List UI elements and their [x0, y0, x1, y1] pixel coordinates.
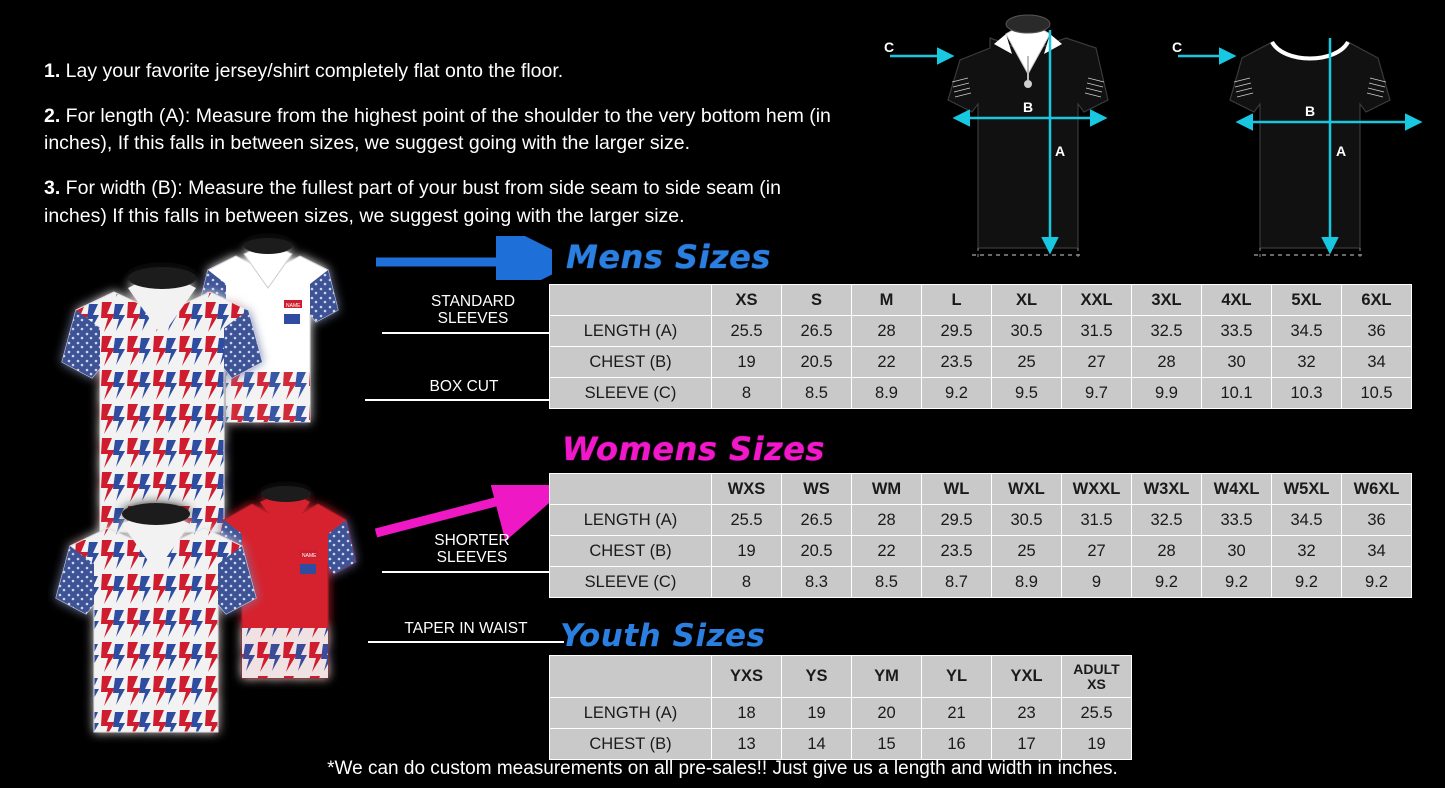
youth-row-1-label: CHEST (B) — [550, 729, 712, 760]
callout-box-cut — [365, 378, 563, 401]
mens-arrow-icon — [372, 236, 552, 280]
mens-row-2-col-3: 9.2 — [922, 378, 992, 409]
womens-row-2-col-7: 9.2 — [1202, 567, 1272, 598]
callout-taper-rule — [368, 641, 564, 643]
callout-standard-line2: SLEEVES — [437, 310, 509, 328]
mens-row-1-col-9: 34 — [1342, 347, 1412, 378]
table-row — [550, 505, 1412, 536]
diagram-label-c-right: C — [1172, 39, 1183, 55]
mens-header-2: S — [782, 285, 852, 316]
womens-header-10: W6XL — [1342, 474, 1412, 505]
table-row — [550, 698, 1132, 729]
callout-shorter-sleeves — [382, 532, 562, 573]
womens-header-1: WXS — [712, 474, 782, 505]
womens-row-0-col-7: 33.5 — [1202, 505, 1272, 536]
mens-row-1-col-1: 20.5 — [782, 347, 852, 378]
mens-row-2-col-4: 9.5 — [992, 378, 1062, 409]
youth-adult-line1: ADULT — [1073, 660, 1120, 677]
instructions-block — [44, 58, 834, 247]
diagram-label-b-left: B — [1023, 99, 1034, 115]
youth-header-4: YL — [922, 656, 992, 698]
callout-shorter-rule — [382, 571, 562, 573]
mens-row-1-col-0: 19 — [712, 347, 782, 378]
youth-header-3: YM — [852, 656, 922, 698]
mens-header-1: XS — [712, 285, 782, 316]
polo-shirt-illustration — [884, 15, 1108, 260]
jersey-name-tag-1: NAME — [286, 303, 301, 309]
womens-row-0-col-9: 36 — [1342, 505, 1412, 536]
mens-row-0-col-0: 25.5 — [712, 316, 782, 347]
table-row — [550, 567, 1412, 598]
callout-box-cut-rule — [365, 399, 563, 401]
youth-row-0-col-1: 19 — [782, 698, 852, 729]
womens-row-2-col-8: 9.2 — [1272, 567, 1342, 598]
womens-header-3: WM — [852, 474, 922, 505]
womens-size-table — [549, 473, 1412, 598]
custom-measurements-note: *We can do custom measurements on all pre-sales!! Just give us a length and width in inches. — [327, 758, 1118, 779]
youth-row-1-col-4: 17 — [992, 729, 1062, 760]
youth-header-5: YXL — [992, 656, 1062, 698]
womens-row-2-col-2: 8.5 — [852, 567, 922, 598]
mens-sizes-title: Mens Sizes — [566, 238, 771, 276]
mens-row-2-col-7: 10.1 — [1202, 378, 1272, 409]
mens-row-2-col-5: 9.7 — [1062, 378, 1132, 409]
womens-row-0-col-3: 29.5 — [922, 505, 992, 536]
womens-header-7: W3XL — [1132, 474, 1202, 505]
jersey-name-tag-2: NAME — [302, 553, 317, 559]
callout-shorter-line1: SHORTER — [434, 532, 510, 549]
mens-header-0 — [550, 285, 712, 316]
mens-row-2-col-6: 9.9 — [1132, 378, 1202, 409]
womens-header-2: WS — [782, 474, 852, 505]
callout-standard-sleeves — [382, 293, 564, 334]
jersey-photo-cluster — [48, 232, 388, 760]
diagram-label-c-left: C — [884, 39, 895, 55]
callout-shorter-line2: SLEEVES — [436, 549, 508, 567]
mens-header-7: 3XL — [1132, 285, 1202, 316]
mens-row-1-col-3: 23.5 — [922, 347, 992, 378]
table-header-row — [550, 656, 1132, 698]
womens-sizes-title: Womens Sizes — [562, 430, 825, 468]
mens-row-0-col-5: 31.5 — [1062, 316, 1132, 347]
callout-standard-line1: STANDARD — [430, 293, 516, 310]
womens-row-2-col-6: 9.2 — [1132, 567, 1202, 598]
mens-row-2-col-2: 8.9 — [852, 378, 922, 409]
womens-row-2-col-0: 8 — [712, 567, 782, 598]
mens-row-1-col-7: 30 — [1202, 347, 1272, 378]
callout-taper-label: TAPER IN WAIST — [404, 620, 528, 637]
youth-row-0-col-2: 20 — [852, 698, 922, 729]
tee-shirt-illustration — [1172, 38, 1420, 260]
instruction-2 — [44, 103, 834, 158]
table-row — [550, 378, 1412, 409]
womens-row-1-col-5: 27 — [1062, 536, 1132, 567]
mens-row-0-col-9: 36 — [1342, 316, 1412, 347]
womens-header-8: W4XL — [1202, 474, 1272, 505]
womens-row-1-col-8: 32 — [1272, 536, 1342, 567]
table-header-row — [550, 285, 1412, 316]
mens-row-0-col-2: 28 — [852, 316, 922, 347]
womens-row-0-col-2: 28 — [852, 505, 922, 536]
mens-row-0-col-8: 34.5 — [1272, 316, 1342, 347]
youth-header-0 — [550, 656, 712, 698]
youth-row-0-col-3: 21 — [922, 698, 992, 729]
mens-row-2-col-8: 10.3 — [1272, 378, 1342, 409]
mens-header-5: XL — [992, 285, 1062, 316]
womens-row-0-col-8: 34.5 — [1272, 505, 1342, 536]
womens-header-6: WXXL — [1062, 474, 1132, 505]
mens-size-table — [549, 284, 1412, 409]
youth-row-0-label: LENGTH (A) — [550, 698, 712, 729]
womens-row-1-col-9: 34 — [1342, 536, 1412, 567]
mens-row-0-label: LENGTH (A) — [550, 316, 712, 347]
youth-size-table — [549, 655, 1132, 760]
womens-row-2-col-3: 8.7 — [922, 567, 992, 598]
instruction-2-number: 2. — [44, 104, 61, 127]
mens-row-1-col-6: 28 — [1132, 347, 1202, 378]
womens-row-1-col-3: 23.5 — [922, 536, 992, 567]
measurement-diagram-svg — [860, 8, 1430, 270]
instruction-1 — [44, 58, 834, 86]
womens-row-2-label: SLEEVE (C) — [550, 567, 712, 598]
mens-row-1-col-4: 25 — [992, 347, 1062, 378]
mens-header-4: L — [922, 285, 992, 316]
womens-header-9: W5XL — [1272, 474, 1342, 505]
mens-row-0-col-7: 33.5 — [1202, 316, 1272, 347]
mens-header-10: 6XL — [1342, 285, 1412, 316]
mens-header-3: M — [852, 285, 922, 316]
instruction-3-text: For width (B): Measure the fullest part of your bust from side seam to side seam (in inches) If this falls in between sizes, we suggest going with the larger size. — [44, 177, 781, 227]
youth-header-2: YS — [782, 656, 852, 698]
instruction-3-number: 3. — [44, 177, 61, 200]
womens-header-0 — [550, 474, 712, 505]
womens-row-0-col-6: 32.5 — [1132, 505, 1202, 536]
youth-sizes-title: Youth Sizes — [560, 618, 766, 654]
instruction-2-text: For length (A): Measure from the highest point of the shoulder to the very bottom hem (in inches), If this falls in between sizes, we suggest going with the larger size. — [44, 104, 831, 155]
womens-row-0-col-4: 30.5 — [992, 505, 1062, 536]
instruction-3 — [44, 175, 834, 230]
youth-row-0-col-4: 23 — [992, 698, 1062, 729]
diagram-label-a-right: A — [1336, 143, 1347, 159]
womens-row-0-label: LENGTH (A) — [550, 505, 712, 536]
youth-row-1-col-1: 14 — [782, 729, 852, 760]
instruction-1-number: 1. — [44, 60, 61, 82]
mens-row-0-col-4: 30.5 — [992, 316, 1062, 347]
womens-row-1-col-7: 30 — [1202, 536, 1272, 567]
womens-row-1-col-4: 25 — [992, 536, 1062, 567]
table-row — [550, 729, 1132, 760]
youth-header-1: YXS — [712, 656, 782, 698]
womens-row-2-col-9: 9.2 — [1342, 567, 1412, 598]
youth-row-0-col-0: 18 — [712, 698, 782, 729]
mens-row-1-label: CHEST (B) — [550, 347, 712, 378]
youth-row-0-col-5: 25.5 — [1062, 698, 1132, 729]
womens-row-1-col-6: 28 — [1132, 536, 1202, 567]
table-row — [550, 536, 1412, 567]
table-row — [550, 316, 1412, 347]
youth-header-adult-xs — [1062, 656, 1132, 698]
womens-row-1-col-2: 22 — [852, 536, 922, 567]
womens-row-0-col-1: 26.5 — [782, 505, 852, 536]
mens-header-8: 4XL — [1202, 285, 1272, 316]
womens-row-2-col-4: 8.9 — [992, 567, 1062, 598]
callout-taper-in-waist — [368, 620, 564, 643]
womens-row-0-col-5: 31.5 — [1062, 505, 1132, 536]
table-row — [550, 347, 1412, 378]
womens-row-0-col-0: 25.5 — [712, 505, 782, 536]
womens-row-2-col-5: 9 — [1062, 567, 1132, 598]
mens-row-2-label: SLEEVE (C) — [550, 378, 712, 409]
mens-row-2-col-9: 10.5 — [1342, 378, 1412, 409]
youth-adult-line2: XS — [1087, 675, 1106, 692]
mens-row-0-col-3: 29.5 — [922, 316, 992, 347]
table-header-row — [550, 474, 1412, 505]
mens-header-9: 5XL — [1272, 285, 1342, 316]
mens-row-2-col-1: 8.5 — [782, 378, 852, 409]
youth-row-1-col-0: 13 — [712, 729, 782, 760]
youth-row-1-col-2: 15 — [852, 729, 922, 760]
diagram-label-b-right: B — [1305, 103, 1316, 119]
womens-row-1-col-1: 20.5 — [782, 536, 852, 567]
mens-row-1-col-8: 32 — [1272, 347, 1342, 378]
mens-header-6: XXL — [1062, 285, 1132, 316]
mens-row-0-col-6: 32.5 — [1132, 316, 1202, 347]
youth-row-1-col-3: 16 — [922, 729, 992, 760]
diagram-label-a-left: A — [1055, 143, 1066, 159]
womens-header-5: WXL — [992, 474, 1062, 505]
youth-row-1-col-5: 19 — [1062, 729, 1132, 760]
instruction-1-text: Lay your favorite jersey/shirt completely flat onto the floor. — [60, 60, 564, 82]
callout-box-cut-label: BOX CUT — [429, 378, 499, 395]
measurement-diagram — [860, 8, 1430, 270]
mens-row-0-col-1: 26.5 — [782, 316, 852, 347]
mens-row-1-col-2: 22 — [852, 347, 922, 378]
womens-row-2-col-1: 8.3 — [782, 567, 852, 598]
womens-header-4: WL — [922, 474, 992, 505]
mens-row-2-col-0: 8 — [712, 378, 782, 409]
jersey-photos-svg — [48, 232, 388, 760]
mens-row-1-col-5: 27 — [1062, 347, 1132, 378]
womens-row-1-label: CHEST (B) — [550, 536, 712, 567]
womens-row-1-col-0: 19 — [712, 536, 782, 567]
callout-standard-rule — [382, 332, 564, 334]
